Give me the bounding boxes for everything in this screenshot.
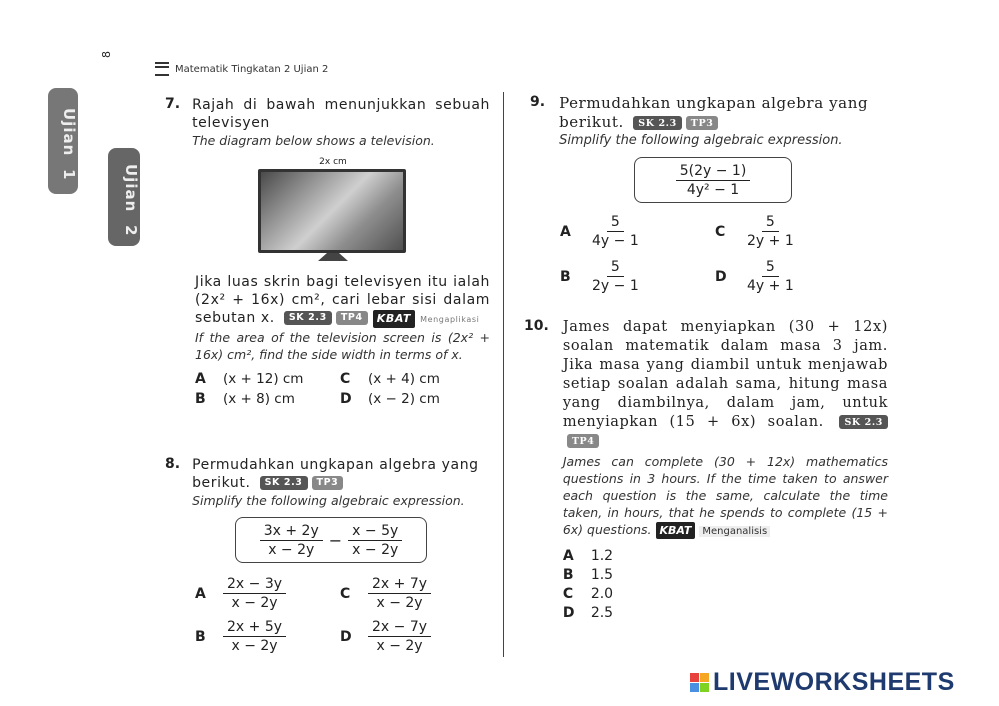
question-10 xyxy=(524,318,888,621)
question-text-ms-body: Permudahkan ungkapan algebra yang berikut. xyxy=(559,94,869,131)
column-divider xyxy=(503,92,504,657)
question-9 xyxy=(530,94,890,295)
option-b[interactable] xyxy=(195,391,340,407)
numerator: 2x + 5y xyxy=(223,618,286,637)
expression-box xyxy=(634,157,792,203)
expr-fraction xyxy=(676,162,751,199)
question-text-ms-body: Permudahkan ungkapan algebra yang berikut. xyxy=(192,457,479,491)
options xyxy=(195,575,490,655)
option-letter: C xyxy=(340,585,351,602)
question-number: 10. xyxy=(524,318,549,334)
option-letter: C xyxy=(715,223,726,240)
option-c[interactable] xyxy=(340,575,480,612)
option-fraction xyxy=(743,213,798,250)
expr-fraction-1 xyxy=(260,522,323,559)
expr-fraction-2 xyxy=(348,522,402,559)
denominator: x − 2y xyxy=(376,638,423,654)
question-text-ms xyxy=(563,318,888,451)
denominator: x − 2y xyxy=(376,595,423,611)
badge-tp: TP4 xyxy=(336,311,368,325)
option-b[interactable] xyxy=(563,567,888,583)
question-text-en: Simplify the following algebraic expression. xyxy=(559,133,843,148)
option-letter: B xyxy=(560,268,571,285)
numerator: 5 xyxy=(762,258,779,277)
logo-square xyxy=(690,673,699,682)
option-fraction xyxy=(223,618,286,655)
option-c[interactable] xyxy=(340,371,480,387)
numerator: 5 xyxy=(762,213,779,232)
option-fraction xyxy=(588,258,643,295)
menu-icon xyxy=(155,62,169,76)
tab-ujian-2[interactable] xyxy=(108,148,140,246)
option-text: 2.5 xyxy=(590,605,614,621)
option-d[interactable] xyxy=(340,618,480,655)
badge-tp: TP3 xyxy=(312,476,344,490)
question-text-en: Simplify the following algebraic expression. xyxy=(192,493,465,508)
option-fraction xyxy=(743,258,798,295)
option-c[interactable] xyxy=(563,586,888,602)
question-7 xyxy=(165,96,490,407)
denominator: x − 2y xyxy=(352,541,399,558)
denominator: x − 2y xyxy=(231,638,278,654)
option-text: (x + 8) cm xyxy=(223,391,295,407)
logo-icon xyxy=(690,673,709,692)
badge-sk: SK 2.3 xyxy=(260,476,308,490)
option-d[interactable] xyxy=(715,258,855,295)
option-fraction xyxy=(368,618,431,655)
tab-label: Ujian xyxy=(122,164,140,213)
question-text-ms: Rajah di bawah menunjukkan sebuah televisyen xyxy=(192,97,490,131)
question-number: 8. xyxy=(165,456,181,472)
denominator: x − 2y xyxy=(231,595,278,611)
tv-frame xyxy=(258,169,406,253)
numerator: 5 xyxy=(607,213,624,232)
numerator: 2x − 3y xyxy=(223,575,286,594)
option-letter: D xyxy=(715,268,727,285)
option-letter: B xyxy=(562,567,574,583)
option-letter: A xyxy=(195,585,206,602)
badge-tp: TP4 xyxy=(567,434,600,448)
breadcrumb-text: Matematik Tingkatan 2 Ujian 2 xyxy=(175,63,329,75)
logo-square xyxy=(700,683,709,692)
question-number: 9. xyxy=(530,94,546,110)
page-mark: 8 xyxy=(100,51,113,58)
option-text: 1.5 xyxy=(590,567,614,583)
logo-text: LIVEWORKSHEETS xyxy=(713,668,955,696)
minus-sign: − xyxy=(328,530,343,550)
numerator: 2x + 7y xyxy=(368,575,431,594)
denominator: 2y + 1 xyxy=(747,233,794,249)
question-text-en: The diagram below shows a television. xyxy=(192,133,435,148)
option-a[interactable] xyxy=(563,548,888,564)
option-letter: A xyxy=(562,548,574,564)
kbat-badge: KBAT xyxy=(373,310,415,328)
option-text: (x − 2) cm xyxy=(368,391,440,407)
tab-number: 1 xyxy=(60,168,78,180)
numerator: 5(2y − 1) xyxy=(676,162,751,181)
option-letter: C xyxy=(340,371,351,387)
liveworksheets-logo xyxy=(690,668,955,697)
numerator: 3x + 2y xyxy=(260,522,323,541)
kbat-skill: Menganalisis xyxy=(699,526,770,537)
logo-square xyxy=(690,683,699,692)
option-fraction xyxy=(368,575,431,612)
badge-sk: SK 2.3 xyxy=(839,415,888,429)
option-letter: A xyxy=(195,371,206,387)
question-text-en-2: If the area of the television screen is (2x² + 16x) cm², find the side width in terms of x. xyxy=(195,330,490,362)
option-letter: A xyxy=(560,223,571,240)
question-8 xyxy=(165,456,490,655)
option-d[interactable] xyxy=(340,391,480,407)
expression-box xyxy=(235,517,427,563)
option-a[interactable] xyxy=(195,575,340,612)
option-fraction xyxy=(588,213,643,250)
option-b[interactable] xyxy=(195,618,340,655)
question-text-ms-body: James dapat menyiapkan (30 + 12x) soalan matematik dalam masa 3 jam. Jika masa yang diambil untuk menjawab setiap soalan adalah sama, hitung masa yang diambilnya, dalam jam, untuk menyiapkan (15 + 6x) soalan. xyxy=(562,319,888,430)
tab-ujian-1[interactable] xyxy=(48,88,78,194)
kbat-badge: KBAT xyxy=(656,522,696,539)
option-letter: B xyxy=(195,628,206,645)
tab-label: Ujian xyxy=(60,108,78,157)
option-text: (x + 4) cm xyxy=(368,371,440,387)
options xyxy=(560,213,890,295)
options xyxy=(195,371,490,407)
tv-screen xyxy=(261,172,403,250)
option-text: 1.2 xyxy=(590,548,614,564)
option-a[interactable] xyxy=(195,371,340,387)
question-text-ms xyxy=(559,94,890,132)
denominator: 4y² − 1 xyxy=(686,181,740,198)
tv-stand xyxy=(318,253,348,261)
option-letter: D xyxy=(562,605,575,621)
option-letter: D xyxy=(340,628,352,645)
badge-sk: SK 2.3 xyxy=(284,311,332,325)
question-number: 7. xyxy=(165,96,181,112)
option-text: 2.0 xyxy=(590,586,614,602)
numerator: 2x − 7y xyxy=(368,618,431,637)
tv-width-label: 2x cm xyxy=(319,157,347,167)
question-text-ms-2-body: Jika luas skrin bagi televisyen itu ialah (2x² + 16x) cm², cari lebar sisi dalam sebutan x. xyxy=(195,274,490,326)
tv-diagram xyxy=(258,157,408,269)
options xyxy=(563,548,888,621)
option-d[interactable] xyxy=(563,605,888,621)
denominator: 2y − 1 xyxy=(592,278,639,294)
option-text: (x + 12) cm xyxy=(223,371,304,387)
breadcrumb xyxy=(155,62,328,76)
question-text-en xyxy=(563,453,888,540)
option-letter: B xyxy=(195,391,206,407)
numerator: x − 5y xyxy=(348,522,402,541)
question-text-ms-2 xyxy=(195,273,490,329)
option-letter: D xyxy=(340,391,352,407)
option-b[interactable] xyxy=(560,258,715,295)
badge-tp: TP3 xyxy=(686,116,719,130)
option-c[interactable] xyxy=(715,213,855,250)
denominator: 4y + 1 xyxy=(747,278,794,294)
option-letter: C xyxy=(562,586,574,602)
numerator: 5 xyxy=(607,258,624,277)
option-fraction xyxy=(223,575,286,612)
kbat-skill: Mengaplikasi xyxy=(420,315,480,324)
option-a[interactable] xyxy=(560,213,715,250)
question-text-ms xyxy=(192,456,490,492)
question-text-en-body: James can complete (30 + 12x) mathematics questions in 3 hours. If the time taken to answer each question is the same, calculate the time taken, in hours, that he spends to complete (15 + 6x) questions. xyxy=(562,454,888,537)
badge-sk: SK 2.3 xyxy=(633,116,682,130)
logo-square xyxy=(700,673,709,682)
denominator: 4y − 1 xyxy=(592,233,639,249)
denominator: x − 2y xyxy=(268,541,315,558)
tab-number: 2 xyxy=(122,224,140,236)
